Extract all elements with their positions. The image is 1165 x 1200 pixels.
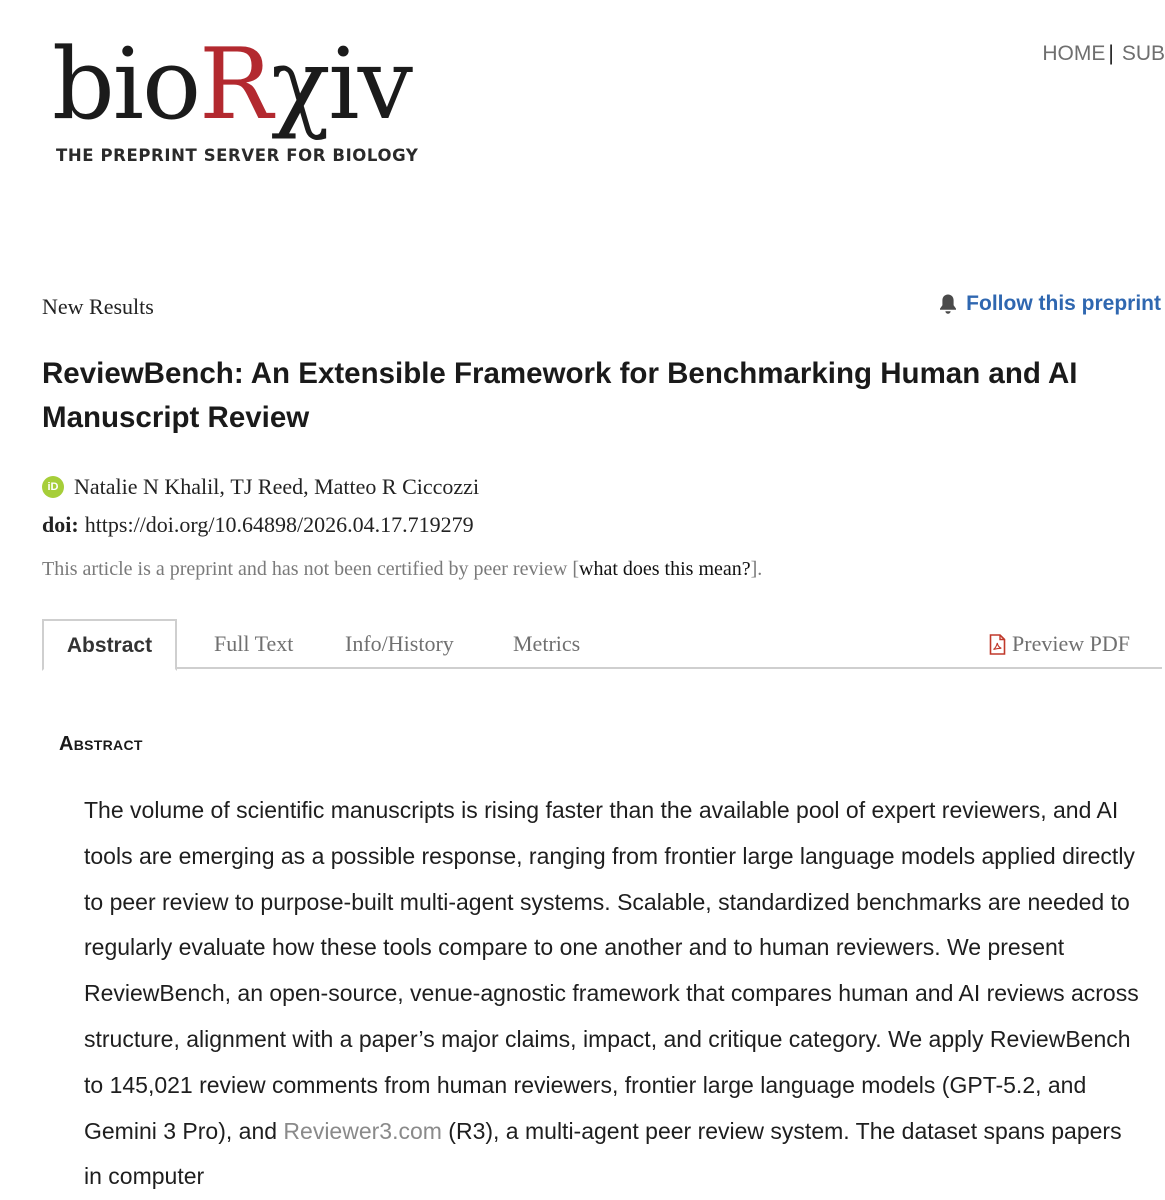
doi-link[interactable]: https://doi.org/10.64898/2026.04.17.719279 bbox=[84, 512, 474, 537]
abstract-heading: Abstract bbox=[59, 733, 143, 755]
follow-preprint-button[interactable] bbox=[938, 292, 1161, 316]
biorxiv-logo[interactable] bbox=[52, 30, 422, 170]
nav-separator: | bbox=[1108, 42, 1114, 65]
abstract-text-part1: The volume of scientific manuscripts is rising faster than the available pool of expert reviewers, and AI tools are emerging as a possible response, ranging from frontier large language models applied directly to peer review to purpose-built multi-agent systems. Scalable, standardized benchmarks are needed to regularly evaluate how these tools compare to one another and to human reviewers. We present ReviewBench, an open-source, venue-agnostic framework that compares human and AI reviews across structure, alignment with a paper’s major claims, impact, and critique category. We apply ReviewBench to 145,021 review comments from human reviewers, frontier large language models (GPT-5.2, and Gemini 3 Pro), and bbox=[84, 797, 1139, 1144]
disclaimer-suffix: ]. bbox=[750, 558, 763, 580]
tab-abstract[interactable]: Abstract bbox=[42, 619, 177, 671]
logo-tagline: THE PREPRINT SERVER FOR BIOLOGY bbox=[56, 146, 419, 165]
what-does-this-mean-link[interactable]: what does this mean? bbox=[579, 558, 751, 580]
doi-line bbox=[42, 512, 474, 538]
author-1[interactable]: Natalie N Khalil, bbox=[74, 474, 225, 499]
author-3[interactable]: Matteo R Ciccozzi bbox=[314, 474, 480, 499]
tab-full-text[interactable]: Full Text bbox=[214, 631, 294, 656]
bell-icon bbox=[938, 293, 958, 315]
tab-preview-pdf[interactable] bbox=[989, 619, 1130, 669]
top-nav bbox=[1042, 42, 1165, 66]
tab-info-history[interactable]: Info/History bbox=[345, 631, 454, 656]
abstract-text-part2: (R3), a multi-agent peer review system. The dataset spans papers in computer bbox=[84, 1117, 1122, 1190]
disclaimer-text: This article is a preprint and has not been certified by peer review [ bbox=[42, 558, 580, 580]
abstract-text bbox=[84, 788, 1144, 1200]
orcid-icon[interactable]: iD bbox=[42, 476, 64, 498]
follow-label: Follow this preprint bbox=[966, 292, 1161, 315]
tab-metrics[interactable]: Metrics bbox=[513, 631, 581, 656]
preview-pdf-label: Preview PDF bbox=[1012, 631, 1130, 656]
nav-home-link[interactable]: HOME bbox=[1042, 42, 1106, 65]
pdf-file-icon bbox=[989, 634, 1006, 655]
article-title: ReviewBench: An Extensible Framework for Benchmarking Human and AI Manuscript Review bbox=[42, 357, 1078, 434]
author-2[interactable]: TJ Reed, bbox=[230, 474, 309, 499]
reviewer3-link[interactable]: Reviewer3.com bbox=[283, 1117, 442, 1144]
preprint-disclaimer bbox=[42, 558, 762, 581]
nav-submit-link[interactable]: SUB bbox=[1121, 42, 1165, 65]
article-tabs bbox=[42, 619, 1162, 669]
doi-label: doi: bbox=[42, 512, 79, 537]
author-list bbox=[42, 474, 479, 500]
logo-wordmark: bioRχiv bbox=[52, 28, 411, 142]
article-type: New Results bbox=[42, 294, 154, 319]
